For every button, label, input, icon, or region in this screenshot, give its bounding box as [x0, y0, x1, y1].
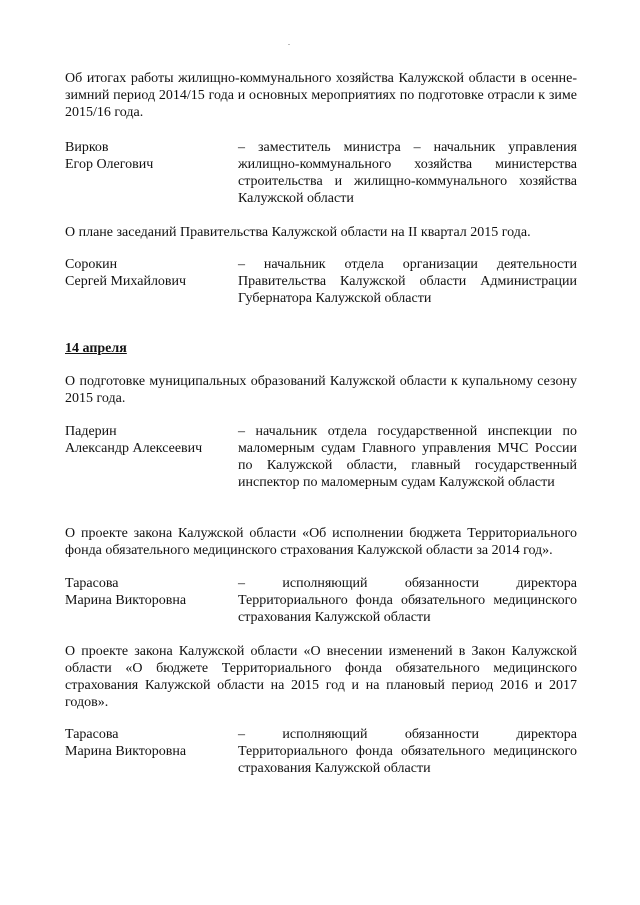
agenda-topic-3: О подготовке муниципальных образований Калужской области к купальному сезону 2015 года. [65, 374, 577, 406]
speaker-name-1 [65, 139, 235, 173]
speaker-given-names: Егор Олегович [65, 157, 154, 172]
speaker-surname: Падерин [65, 424, 117, 439]
agenda-topic-2: О плане заседаний Правительства Калужской области на II квартал 2015 года. [65, 225, 531, 240]
speaker-surname: Вирков [65, 140, 109, 155]
agenda-topic-4: О проекте закона Калужской области «Об исполнении бюджета Территориального фонда обязательного медицинского страхования Калужской области за 2014 год». [65, 526, 577, 558]
date-heading: 14 апреля [65, 341, 127, 356]
speaker-surname: Сорокин [65, 257, 118, 272]
speaker-given-names: Александр Алексеевич [65, 441, 203, 456]
speaker-surname: Тарасова [65, 727, 119, 742]
agenda-topic-5: О проекте закона Калужской области «О внесении изменений в Закон Калужской области «О бюджете Территориального фонда обязательного медицинского страхования Калужской области на 2015 год и на плановый период 2016 и 2017 годов». [65, 644, 577, 710]
speaker-surname: Тарасова [65, 576, 119, 591]
speaker-role-2: – начальник отдела организации деятельности Правительства Калужской области Администрации Губернатора Калужской области [238, 257, 577, 306]
speaker-name-3 [65, 423, 235, 457]
speaker-given-names: Марина Викторовна [65, 744, 187, 759]
speaker-role-4: – исполняющий обязанности директора Территориального фонда обязательного медицинского страхования Калужской области [238, 576, 577, 625]
scan-speck [288, 44, 290, 45]
speaker-name-4 [65, 575, 235, 609]
speaker-name-5 [65, 726, 235, 760]
speaker-role-1: – заместитель министра – начальник управления жилищно-коммунального хозяйства министерства строительства и жилищно-коммунального хозяйства Калужской области [238, 140, 577, 206]
speaker-given-names: Сергей Михайлович [65, 274, 187, 289]
speaker-role-5: – исполняющий обязанности директора Территориального фонда обязательного медицинского страхования Калужской области [238, 727, 577, 776]
speaker-role-3: – начальник отдела государственной инспекции по маломерным судам Главного управления МЧС России по Калужской области, главный государственный инспектор по маломерным судам Калужской области [238, 424, 577, 490]
speaker-given-names: Марина Викторовна [65, 593, 187, 608]
agenda-topic-1: Об итогах работы жилищно-коммунального хозяйства Калужской области в осенне-зимний период 2014/15 года и основных мероприятиях по подготовке отрасли к зиме 2015/16 года. [65, 71, 577, 120]
speaker-name-2 [65, 256, 235, 290]
